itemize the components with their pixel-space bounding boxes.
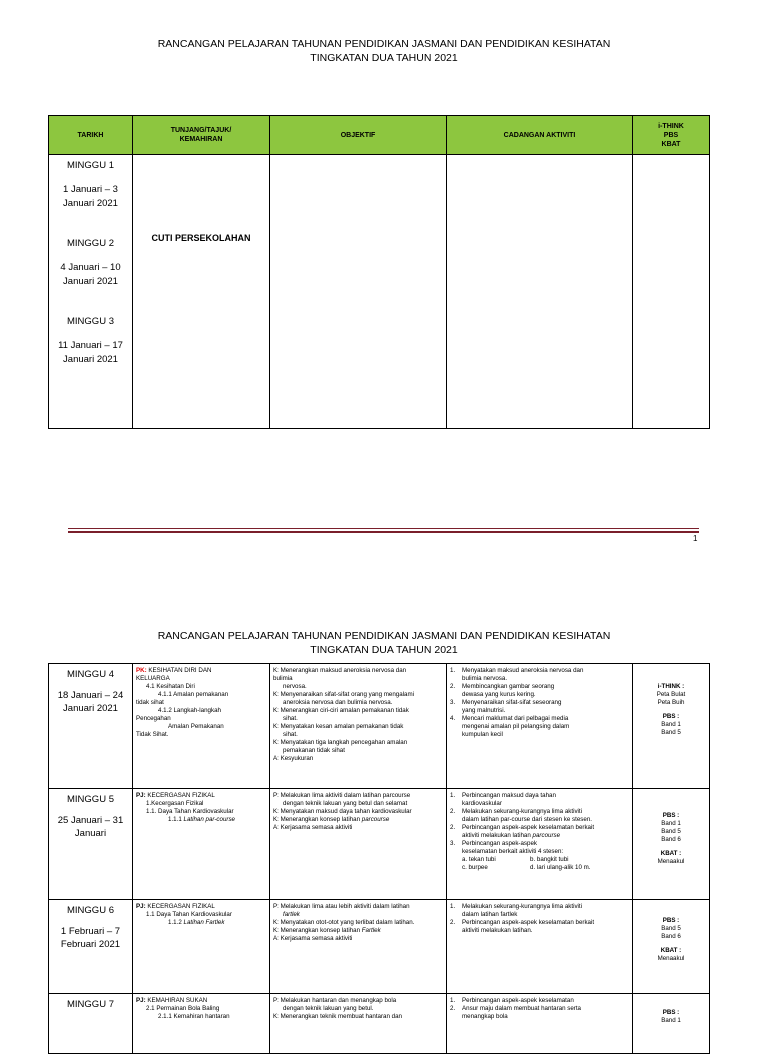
ithink-cell: PBS : Band 5 Band 6 KBAT : Menaakul <box>633 900 710 994</box>
ithink-cell <box>633 155 710 429</box>
aktiviti-line <box>450 691 629 699</box>
header-tarikh: TARIKH <box>49 116 133 155</box>
table-row <box>49 664 710 789</box>
list-number: 2. <box>450 919 456 926</box>
aktiviti-line <box>450 675 629 683</box>
plan-table-page-2 <box>48 663 710 1054</box>
aktiviti-text: Perbincangan aspek-aspek keselamatan <box>462 997 574 1004</box>
objektif-cell <box>270 155 447 429</box>
aktiviti-line <box>450 667 629 675</box>
header-cadangan-aktiviti: CADANGAN AKTIVITI <box>447 116 633 155</box>
tarikh-cell: MINGGU 4 18 Januari – 24 Januari 2021 <box>49 664 133 789</box>
topic-cell: PJ: KEMAHIRAN SUKAN 2.1 Permainan Bola Baling 2.1.1 Kemahiran hantaran <box>133 994 270 1054</box>
aktiviti-text: mengenai amalan pil pelangsing dalam <box>462 723 570 730</box>
title-line-2: TINGKATAN DUA TAHUN 2021 <box>310 52 458 64</box>
aktiviti-text: Menyenaraikan sifat-sifat seseorang <box>462 699 562 706</box>
aktiviti-line <box>450 927 629 935</box>
aktiviti-text: Ansur maju dalam membuat hantaran serta <box>462 1005 581 1012</box>
header-objektif: OBJEKTIF <box>270 116 447 155</box>
aktiviti-text: kumpulan kecil <box>462 731 503 738</box>
aktiviti-text: Melakukan sekurang-kurangnya lima aktiviti <box>462 903 583 910</box>
aktiviti-text: Menyatakan maksud aneroksia nervosa dan <box>462 667 584 674</box>
aktiviti-cell: 1. Perbincangan maksud daya tahan kardiovaskular 2. Melakukan sekurang-kurangnya lima aktiviti dalam latihan par-course dari stesen ke stesen. 2. Perbincangan aspek-aspek keselamatan berkait aktiviti melakukan latihan parcourse 3. Perbincangan aspek-aspek keselamatan berkait aktiviti 4 stesen: a. tekan tubi b. bangkit tubi c. burpee d. lari ulang-alik 10 m. <box>447 789 633 900</box>
aktiviti-text: menangkap bola <box>462 1013 508 1020</box>
aktiviti-line <box>450 997 629 1005</box>
header-tunjang: TUNJANG/TAJUK/ KEMAHIRAN <box>133 116 270 155</box>
aktiviti-line <box>450 715 629 723</box>
aktiviti-line <box>450 683 629 691</box>
header-ithink-pbs-kbat: i-THINK PBS KBAT <box>633 116 710 155</box>
aktiviti-cell <box>447 664 633 789</box>
footer-divider-thick <box>68 531 699 533</box>
topic-cell: CUTI PERSEKOLAHAN <box>133 155 270 429</box>
table-row <box>49 789 710 900</box>
topic-cell: PJ: KECERGASAN FIZIKAL 1.1 Daya Tahan Kardiovaskular 1.1.2 Latihan Fartlek <box>133 900 270 994</box>
ithink-cell: PBS : Band 1 Band 5 Band 6 KBAT : Menaakul <box>633 789 710 900</box>
title-line-1: RANCANGAN PELAJARAN TAHUNAN PENDIDIKAN JASMANI DAN PENDIDIKAN KESIHATAN <box>157 38 611 50</box>
aktiviti-text: Mencari maklumat dari pelbagai media <box>462 715 569 722</box>
topic-cell: PK: KESIHATAN DIRI DAN KELUARGA 4.1 Kesihatan Diri 4.1.1 Amalan pemakanan tidak sihat 4.1.2 Langkah-langkah Pencegahan Amalan Pemakanan Tidak Sihat. <box>133 664 270 789</box>
aktiviti-cell <box>447 155 633 429</box>
objektif-cell: P: Melakukan lima atau lebih aktiviti dalam latihan fartlek K: Menyatakan otot-otot yang terlibat dalam latihan. K: Menerangkan konsep latihan Fartlek A: Kerjasama semasa aktiviti <box>270 900 447 994</box>
aktiviti-text: aktiviti melakukan latihan. <box>462 927 533 934</box>
tarikh-cell: MINGGU 5 25 Januari – 31 Januari <box>49 789 133 900</box>
tarikh-cell <box>49 155 133 429</box>
aktiviti-line <box>450 699 629 707</box>
aktiviti-text: dalam latihan fartlek <box>462 911 518 918</box>
aktiviti-line <box>450 903 629 911</box>
list-number: 1. <box>450 667 456 674</box>
topic-cell: PJ: KECERGASAN FIZIKAL 1.Kecergasan Fizikal 1.1. Daya Tahan Kardiovaskular 1.1.1 Latihan par-course <box>133 789 270 900</box>
aktiviti-line <box>450 911 629 919</box>
tarikh-cell: MINGGU 7 <box>49 994 133 1054</box>
week-3: MINGGU 3 11 Januari – 17 Januari 2021 <box>58 316 123 365</box>
page-title <box>0 37 768 65</box>
aktiviti-text: Perbincangan aspek-aspek keselamatan berkait <box>462 919 595 926</box>
aktiviti-line <box>450 1005 629 1013</box>
ithink-cell: i-THINK : Peta Bulat Peta Buih PBS : Band 1 Band 5 <box>633 664 710 789</box>
objektif-cell: P: Melakukan lima aktiviti dalam latihan parcourse dengan teknik lakuan yang betul dan selamat K: Menyatakan maksud daya tahan kardiovaskular K: Menerangkan konsep latihan parcourse A: Kerjasama semasa aktiviti <box>270 789 447 900</box>
aktiviti-text: Membincangkan gambar seorang <box>462 683 555 690</box>
ithink-cell: PBS : Band 1 <box>633 994 710 1054</box>
aktiviti-line <box>450 707 629 715</box>
aktiviti-text: yang malnutrisi. <box>462 707 506 714</box>
week-2: MINGGU 2 4 Januari – 10 Januari 2021 <box>60 238 121 287</box>
footer-divider <box>68 528 699 529</box>
page-title-2 <box>0 629 768 657</box>
aktiviti-line <box>450 723 629 731</box>
list-number: 1. <box>450 997 456 1004</box>
plan-table-page-1 <box>48 115 710 429</box>
aktiviti-line <box>450 1013 629 1021</box>
week-1: MINGGU 1 1 Januari – 3 Januari 2021 <box>63 160 118 209</box>
tarikh-cell: MINGGU 6 1 Februari – 7 Februari 2021 <box>49 900 133 994</box>
aktiviti-text: bulimia nervosa. <box>462 675 508 682</box>
objektif-cell: P: Melakukan hantaran dan menangkap bola dengan teknik lakuan yang betul. K: Menerangkan teknik membuat hantaran dan <box>270 994 447 1054</box>
aktiviti-line <box>450 919 629 927</box>
aktiviti-line <box>450 731 629 739</box>
title-line-1: RANCANGAN PELAJARAN TAHUNAN PENDIDIKAN JASMANI DAN PENDIDIKAN KESIHATAN <box>157 630 611 642</box>
table-header-row <box>49 116 710 155</box>
list-number: 4. <box>450 715 456 722</box>
table-row <box>49 155 710 429</box>
page-number: 1 <box>693 534 698 543</box>
list-number: 2. <box>450 1005 456 1012</box>
list-number: 1. <box>450 903 456 910</box>
list-number: 3. <box>450 699 456 706</box>
list-number: 2. <box>450 683 456 690</box>
aktiviti-text: dewasa yang kurus kering. <box>462 691 536 698</box>
aktiviti-cell <box>447 900 633 994</box>
table-row <box>49 900 710 994</box>
objektif-cell: K: Menerangkan maksud aneroksia nervosa dan bulimia nervosa. K: Menyenaraikan sifat-sifat orang yang mengalami aneroksia nervosa dan bulimia nervosa. K: Menerangkan ciri-ciri amalan pemakanan tidak sihat. K: Menyatakan kesan amalan pemakanan tidak sihat. K: Menyatakan tiga langkah pencegahan amalan pemakanan tidak sihat A: Kesyukuran <box>270 664 447 789</box>
title-line-2: TINGKATAN DUA TAHUN 2021 <box>310 644 458 656</box>
